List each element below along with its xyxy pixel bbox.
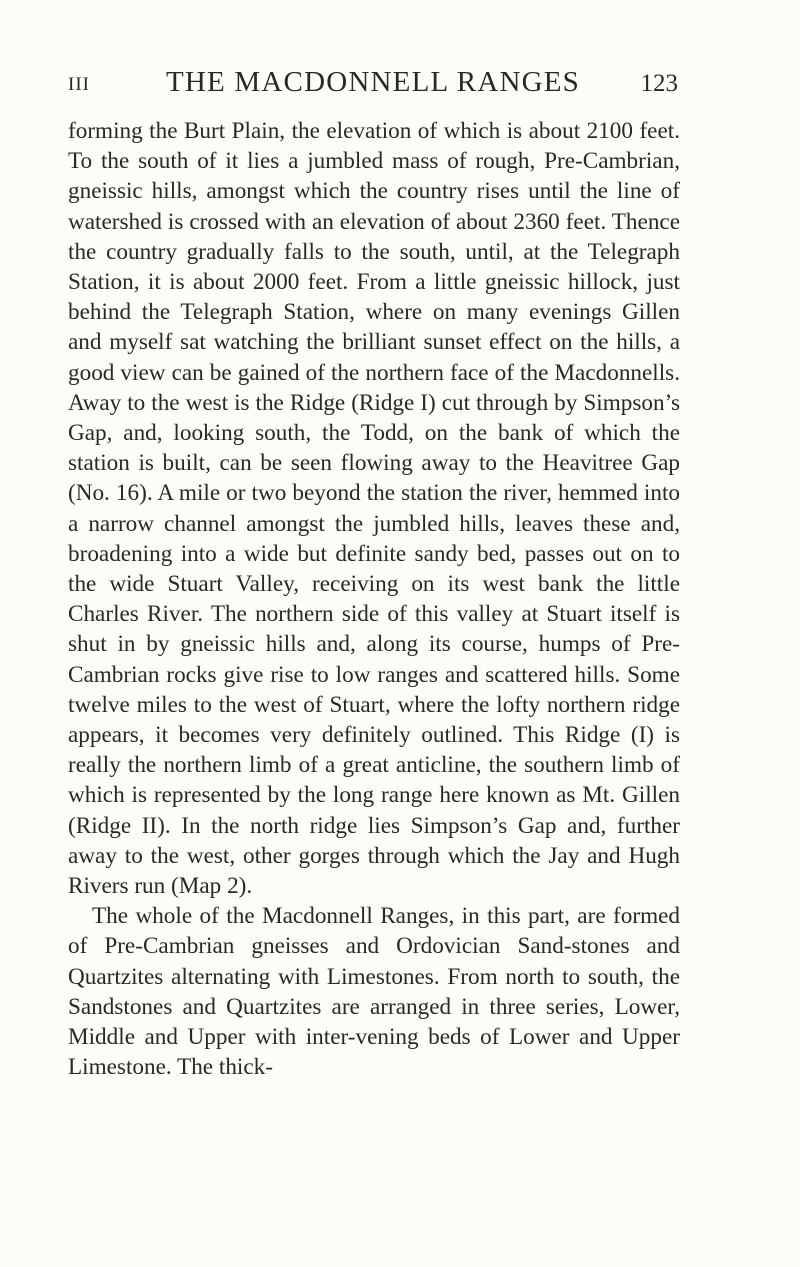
running-title: THE MACDONNELL RANGES (166, 66, 580, 98)
body-text (68, 116, 680, 1083)
page-number: 123 (640, 70, 678, 97)
running-header (68, 66, 678, 106)
paragraph-2: The whole of the Macdonnell Ranges, in this part, are formed of Pre-Cambrian gneisses and Ordovician Sand-stones and Quartzites alternating with Limestones. From north to south, the Sandstones and Quartzites are arranged in three series, Lower, Middle and Upper with inter-vening beds of Lower and Upper Limestone. The thick- (68, 903, 680, 1081)
chapter-number: III (68, 74, 90, 95)
paragraph-1: forming the Burt Plain, the elevation of which is about 2100 feet. To the south of it lies a jumbled mass of rough, Pre-Cambrian, gneissic hills, amongst which the country rises until the line of watershed is crossed with an elevation of about 2360 feet. Thence the country gradually falls to the south, until, at the Telegraph Station, it is about 2000 feet. From a little gneissic hillock, just behind the Telegraph Station, where on many evenings Gillen and myself sat watching the brilliant sunset effect on the hills, a good view can be gained of the northern face of the Macdonnells. Away to the west is the Ridge (Ridge I) cut through by Simpson’s Gap, and, looking south, the Todd, on the bank of which the station is built, can be seen flowing away to the Heavitree Gap (No. 16). A mile or two beyond the station the river, hemmed into a narrow channel amongst the jumbled hills, leaves these and, broadening into a wide but definite sandy bed, passes out on to the wide Stuart Valley, receiving on its west bank the little Charles River. The northern side of this valley at Stuart itself is shut in by gneissic hills and, along its course, humps of Pre-Cambrian rocks give rise to low ranges and scattered hills. Some twelve miles to the west of Stuart, where the lofty northern ridge appears, it becomes very definitely outlined. This Ridge (I) is really the northern limb of a great anticline, the southern limb of which is represented by the long range here known as Mt. Gillen (Ridge II). In the north ridge lies Simpson’s Gap and, further away to the west, other gorges through which the Jay and Hugh Rivers run (Map 2). (68, 118, 680, 900)
